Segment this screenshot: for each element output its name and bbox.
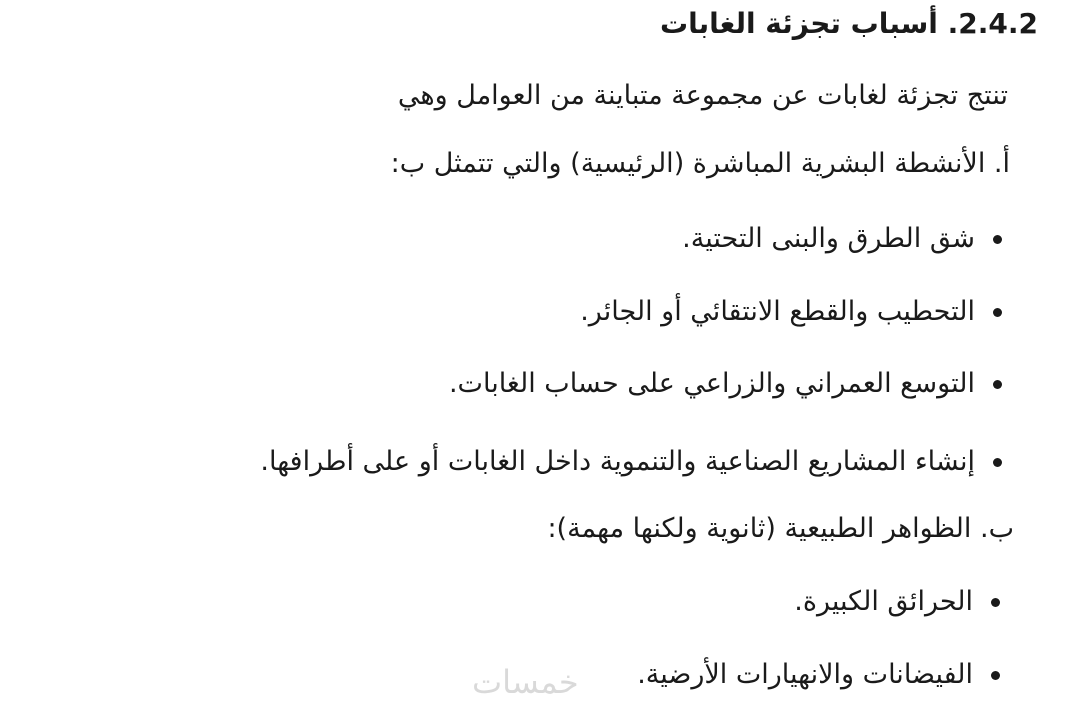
list-item-text: إنشاء المشاريع الصناعية والتنموية داخل الغابات أو على أطرافها. — [260, 446, 975, 477]
list-item — [637, 655, 1000, 695]
section-heading: 2.4.2. أسباب تجزئة الغابات — [659, 7, 1038, 40]
list-item — [260, 442, 1002, 482]
list-item — [580, 292, 1002, 332]
list-item-text: الحرائق الكبيرة. — [794, 586, 973, 617]
section-a-title: أ. الأنشطة البشرية المباشرة (الرئيسية) والتي تتمثل ب: — [390, 148, 1010, 179]
bullet-icon — [991, 671, 1000, 680]
intro-paragraph: تنتج تجزئة لغابات عن مجموعة متباينة من العوامل وهي — [397, 80, 1008, 111]
list-item-text: التحطيب والقطع الانتقائي أو الجائر. — [580, 296, 975, 327]
list-item-text: الفيضانات والانهيارات الأرضية. — [637, 659, 973, 690]
bullet-icon — [993, 308, 1002, 317]
bullet-icon — [993, 380, 1002, 389]
bullet-icon — [991, 598, 1000, 607]
list-item — [449, 364, 1002, 404]
list-item-text: التوسع العمراني والزراعي على حساب الغابات. — [448, 368, 975, 399]
list-item — [794, 582, 1000, 622]
list-item-text: شق الطرق والبنى التحتية. — [682, 223, 975, 254]
watermark-logo: خمسات — [472, 663, 579, 701]
list-item — [682, 219, 1002, 259]
section-b-title: ب. الظواهر الطبيعية (ثانوية ولكنها مهمة): — [547, 513, 1014, 544]
bullet-icon — [993, 235, 1002, 244]
bullet-icon — [993, 458, 1002, 467]
